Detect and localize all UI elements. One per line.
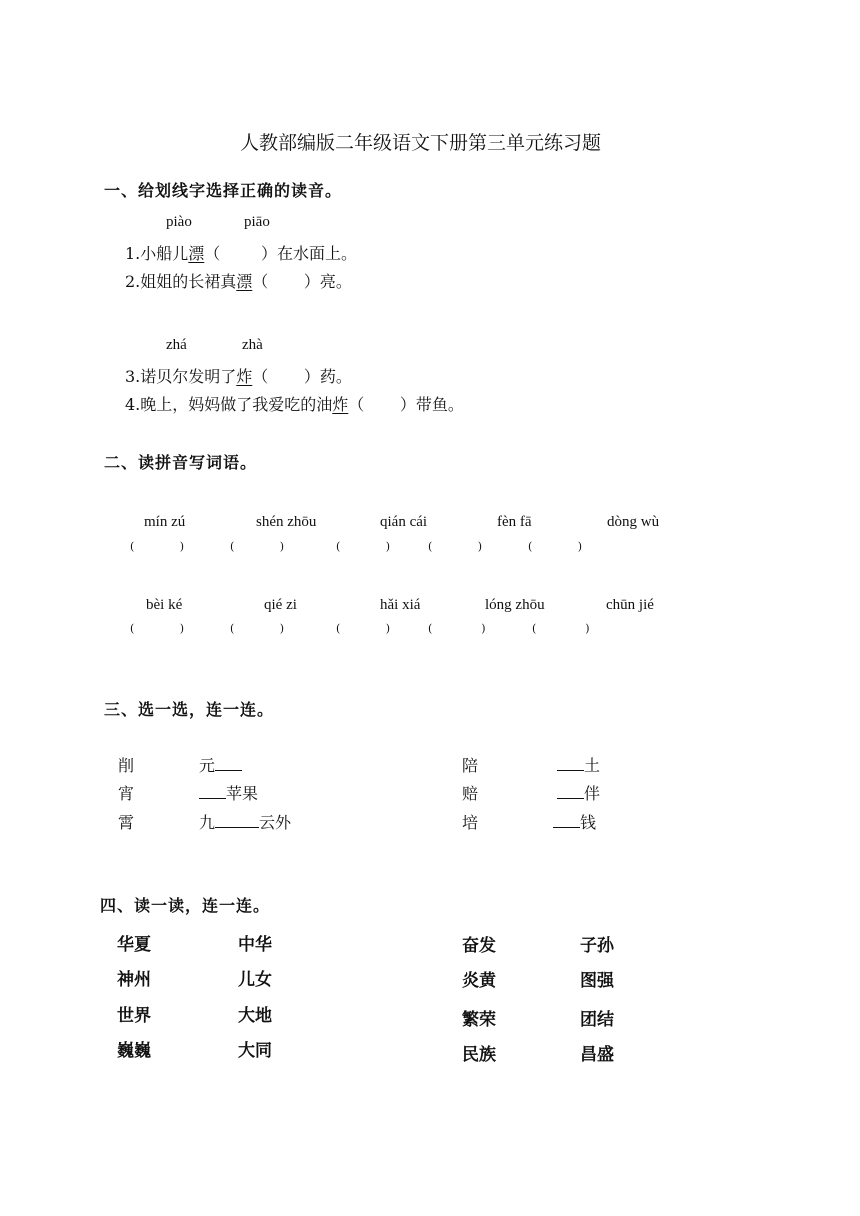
pinyin-word: chūn jié (606, 597, 654, 613)
answer-blank[interactable]: （ ） (204, 244, 277, 263)
match-word[interactable]: 奋发 (462, 936, 496, 956)
fill-blank[interactable] (199, 784, 226, 799)
match-word[interactable]: 世界 (117, 1006, 151, 1026)
answer-blank[interactable]: （ ） (252, 272, 320, 291)
fill-blank[interactable] (553, 813, 580, 828)
pinyin-word: hǎi xiá (380, 597, 421, 613)
pinyin-word: mín zú (144, 514, 186, 530)
pinyin-word: fèn fā (497, 514, 532, 530)
fill-blank[interactable] (557, 756, 584, 771)
answer-box[interactable]: ( ) (528, 540, 583, 553)
match-char[interactable]: 宵 (118, 784, 135, 803)
pinyin-option: zhà (242, 337, 263, 353)
answer-box[interactable]: ( ) (428, 622, 486, 635)
pinyin-word: lóng zhōu (485, 597, 545, 613)
match-word[interactable]: 巍巍 (117, 1041, 151, 1061)
pinyin-word: bèi ké (146, 597, 183, 613)
underlined-char: 漂 (236, 272, 253, 291)
match-word[interactable]: 土 (557, 753, 600, 776)
answer-box[interactable]: ( ) (336, 540, 391, 553)
match-word[interactable]: 儿女 (238, 970, 272, 990)
match-word[interactable]: 九 云外 (199, 813, 292, 832)
pinyin-option: zhá (166, 337, 187, 353)
match-word[interactable]: 繁荣 (462, 1010, 496, 1030)
question-3: 3.诺贝尔发明了炸（ ）药。 (125, 367, 352, 386)
match-word[interactable]: 子孙 (580, 936, 614, 956)
question-4: 4.晚上，妈妈做了我爱吃的油炸（ ）带鱼。 (125, 395, 464, 414)
match-word[interactable]: 华夏 (117, 935, 151, 955)
match-word[interactable]: 中华 (238, 935, 272, 955)
match-char[interactable]: 陪 (462, 756, 479, 775)
match-word[interactable]: 团结 (580, 1010, 614, 1030)
section1-heading: 一、给划线字选择正确的读音。 (104, 181, 343, 200)
section3-heading: 三、选一选，连一连。 (104, 700, 275, 719)
answer-box[interactable]: ( ) (230, 540, 285, 553)
match-word[interactable]: 钱 (553, 810, 596, 833)
match-word[interactable]: 神州 (117, 970, 151, 990)
match-word[interactable]: 元 (199, 753, 242, 776)
match-word[interactable]: 昌盛 (580, 1045, 614, 1065)
fill-blank[interactable] (215, 813, 259, 828)
page-title: 人教部编版二年级语文下册第三单元练习题 (240, 132, 602, 154)
match-char[interactable]: 削 (118, 756, 135, 775)
answer-box[interactable]: ( ) (130, 622, 185, 635)
answer-blank[interactable]: （ ） (348, 395, 416, 414)
section4-heading: 四、读一读，连一连。 (100, 896, 271, 915)
question-2: 2.姐姐的长裙真漂（ ）亮。 (125, 272, 352, 291)
answer-box[interactable]: ( ) (428, 540, 483, 553)
underlined-char: 炸 (332, 395, 349, 414)
pinyin-word: shén zhōu (256, 514, 317, 530)
match-word[interactable]: 炎黄 (462, 971, 496, 991)
answer-blank[interactable]: （ ） (252, 367, 320, 386)
match-word[interactable]: 大地 (238, 1006, 272, 1026)
match-word[interactable]: 伴 (557, 781, 600, 804)
pinyin-word: qié zi (264, 597, 297, 613)
pinyin-word: qián cái (380, 514, 428, 530)
match-word[interactable]: 民族 (462, 1045, 496, 1065)
section2-heading: 二、读拼音写词语。 (104, 453, 258, 472)
fill-blank[interactable] (557, 784, 584, 799)
pinyin-option: piào (166, 214, 192, 230)
answer-box[interactable]: ( ) (532, 622, 590, 635)
match-word[interactable]: 大同 (238, 1041, 272, 1061)
pinyin-option: piāo (244, 214, 270, 230)
answer-box[interactable]: ( ) (230, 622, 285, 635)
underlined-char: 炸 (236, 367, 253, 386)
match-char[interactable]: 赔 (462, 784, 479, 803)
pinyin-word: dòng wù (607, 514, 660, 530)
match-word[interactable]: 图强 (580, 971, 614, 991)
answer-box[interactable]: ( ) (336, 622, 391, 635)
underlined-char: 漂 (188, 244, 205, 263)
match-word[interactable]: 苹果 (199, 781, 258, 804)
fill-blank[interactable] (215, 756, 242, 771)
question-1: 1.小船儿漂（ ）在水面上。 (125, 244, 358, 263)
match-char[interactable]: 霄 (118, 813, 135, 832)
match-char[interactable]: 培 (462, 813, 479, 832)
answer-box[interactable]: ( ) (130, 540, 185, 553)
